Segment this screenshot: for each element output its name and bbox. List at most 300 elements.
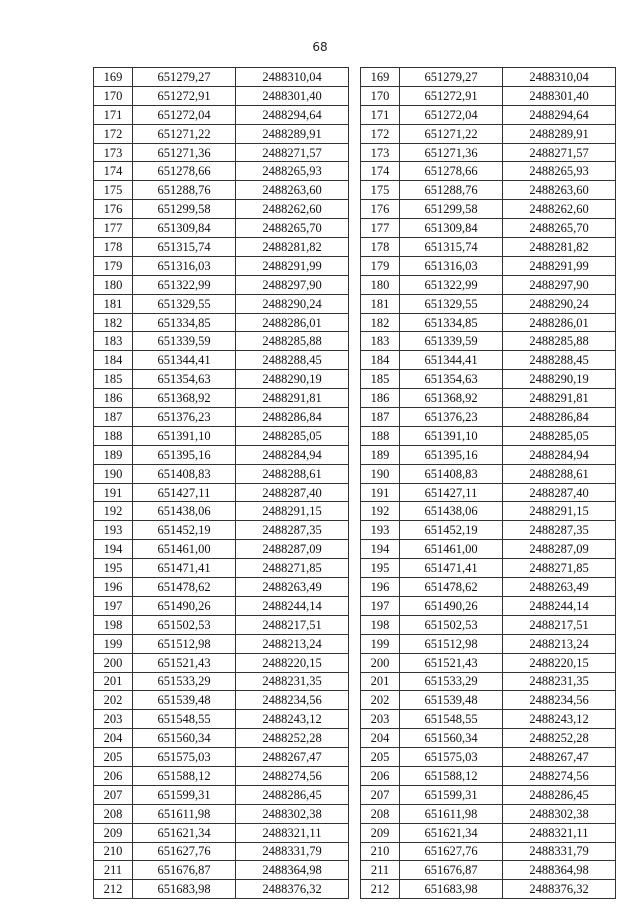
x-coordinate-cell: 651395,16 (133, 445, 236, 464)
point-number-cell: 212 (361, 880, 400, 899)
table-row (361, 332, 616, 351)
table-row (94, 464, 349, 483)
point-number-cell: 188 (94, 426, 133, 445)
x-coordinate-cell: 651408,83 (400, 464, 503, 483)
table-row (94, 578, 349, 597)
x-coordinate-cell: 651599,31 (400, 785, 503, 804)
point-number-cell: 172 (94, 124, 133, 143)
point-number-cell: 171 (361, 105, 400, 124)
y-coordinate-cell: 2488302,38 (236, 804, 349, 823)
y-coordinate-cell: 2488294,64 (503, 105, 616, 124)
x-coordinate-cell: 651339,59 (133, 332, 236, 351)
x-coordinate-cell: 651611,98 (400, 804, 503, 823)
y-coordinate-cell: 2488281,82 (503, 238, 616, 257)
table-row (361, 408, 616, 427)
table-row (361, 842, 616, 861)
x-coordinate-cell: 651502,53 (400, 615, 503, 634)
y-coordinate-cell: 2488285,88 (236, 332, 349, 351)
page-number: 68 (312, 40, 328, 54)
x-coordinate-cell: 651512,98 (400, 634, 503, 653)
y-coordinate-cell: 2488267,47 (236, 748, 349, 767)
x-coordinate-cell: 651478,62 (400, 578, 503, 597)
y-coordinate-cell: 2488213,24 (503, 634, 616, 653)
table-row (361, 426, 616, 445)
table-row (361, 880, 616, 899)
point-number-cell: 185 (94, 370, 133, 389)
y-coordinate-cell: 2488263,49 (236, 578, 349, 597)
x-coordinate-cell: 651395,16 (400, 445, 503, 464)
x-coordinate-cell: 651627,76 (133, 842, 236, 861)
point-number-cell: 198 (94, 615, 133, 634)
point-number-cell: 202 (94, 691, 133, 710)
point-number-cell: 178 (361, 238, 400, 257)
y-coordinate-cell: 2488252,28 (503, 729, 616, 748)
x-coordinate-cell: 651272,04 (400, 105, 503, 124)
y-coordinate-cell: 2488310,04 (503, 68, 616, 87)
table-row (361, 729, 616, 748)
x-coordinate-cell: 651309,84 (400, 219, 503, 238)
point-number-cell: 179 (94, 256, 133, 275)
point-number-cell: 200 (94, 653, 133, 672)
table-row (361, 105, 616, 124)
y-coordinate-cell: 2488284,94 (236, 445, 349, 464)
table-row (361, 370, 616, 389)
point-number-cell: 176 (94, 200, 133, 219)
table-row (94, 426, 349, 445)
table-row (94, 124, 349, 143)
y-coordinate-cell: 2488331,79 (503, 842, 616, 861)
point-number-cell: 170 (361, 86, 400, 105)
x-coordinate-cell: 651521,43 (133, 653, 236, 672)
table-row (361, 540, 616, 559)
point-number-cell: 194 (361, 540, 400, 559)
y-coordinate-cell: 2488364,98 (236, 861, 349, 880)
point-number-cell: 193 (94, 521, 133, 540)
point-number-cell: 197 (361, 596, 400, 615)
point-number-cell: 210 (94, 842, 133, 861)
point-number-cell: 195 (361, 559, 400, 578)
x-coordinate-cell: 651471,41 (133, 559, 236, 578)
y-coordinate-cell: 2488288,61 (236, 464, 349, 483)
x-coordinate-cell: 651560,34 (133, 729, 236, 748)
table-row (361, 710, 616, 729)
table-row (361, 559, 616, 578)
table-row (361, 351, 616, 370)
point-number-cell: 204 (94, 729, 133, 748)
table-row (361, 672, 616, 691)
y-coordinate-cell: 2488285,88 (503, 332, 616, 351)
y-coordinate-cell: 2488287,09 (503, 540, 616, 559)
y-coordinate-cell: 2488262,60 (503, 200, 616, 219)
point-number-cell: 203 (361, 710, 400, 729)
x-coordinate-cell: 651683,98 (133, 880, 236, 899)
point-number-cell: 202 (361, 691, 400, 710)
x-coordinate-cell: 651368,92 (133, 389, 236, 408)
point-number-cell: 180 (94, 275, 133, 294)
x-coordinate-cell: 651427,11 (400, 483, 503, 502)
x-coordinate-cell: 651271,22 (400, 124, 503, 143)
table-row (94, 653, 349, 672)
point-number-cell: 173 (94, 143, 133, 162)
table-row (361, 766, 616, 785)
table-row (361, 124, 616, 143)
table-row (361, 502, 616, 521)
x-coordinate-cell: 651512,98 (133, 634, 236, 653)
point-number-cell: 182 (94, 313, 133, 332)
x-coordinate-cell: 651560,34 (400, 729, 503, 748)
y-coordinate-cell: 2488231,35 (503, 672, 616, 691)
table-row (94, 766, 349, 785)
point-number-cell: 169 (361, 68, 400, 87)
x-coordinate-cell: 651490,26 (400, 596, 503, 615)
table-row (94, 823, 349, 842)
y-coordinate-cell: 2488285,05 (236, 426, 349, 445)
table-row (94, 672, 349, 691)
point-number-cell: 208 (94, 804, 133, 823)
y-coordinate-cell: 2488262,60 (236, 200, 349, 219)
y-coordinate-cell: 2488290,24 (503, 294, 616, 313)
point-number-cell: 199 (94, 634, 133, 653)
y-coordinate-cell: 2488291,81 (236, 389, 349, 408)
table-row (94, 105, 349, 124)
point-number-cell: 207 (361, 785, 400, 804)
table-row (94, 540, 349, 559)
x-coordinate-cell: 651575,03 (400, 748, 503, 767)
x-coordinate-cell: 651271,36 (400, 143, 503, 162)
table-row (361, 256, 616, 275)
y-coordinate-cell: 2488263,60 (236, 181, 349, 200)
table-row (94, 861, 349, 880)
table-row (94, 162, 349, 181)
table-row (94, 200, 349, 219)
y-coordinate-cell: 2488263,60 (503, 181, 616, 200)
y-coordinate-cell: 2488252,28 (236, 729, 349, 748)
point-number-cell: 182 (361, 313, 400, 332)
x-coordinate-cell: 651502,53 (133, 615, 236, 634)
table-row (361, 86, 616, 105)
table-row (94, 86, 349, 105)
table-row (361, 615, 616, 634)
y-coordinate-cell: 2488244,14 (236, 596, 349, 615)
point-number-cell: 186 (94, 389, 133, 408)
point-number-cell: 196 (94, 578, 133, 597)
point-number-cell: 184 (361, 351, 400, 370)
coordinates-table-left (93, 67, 349, 899)
table-row (94, 389, 349, 408)
y-coordinate-cell: 2488274,56 (236, 766, 349, 785)
y-coordinate-cell: 2488217,51 (503, 615, 616, 634)
x-coordinate-cell: 651272,91 (133, 86, 236, 105)
x-coordinate-cell: 651452,19 (400, 521, 503, 540)
x-coordinate-cell: 651539,48 (133, 691, 236, 710)
y-coordinate-cell: 2488364,98 (503, 861, 616, 880)
table-row (361, 445, 616, 464)
point-number-cell: 181 (361, 294, 400, 313)
table-row (94, 559, 349, 578)
x-coordinate-cell: 651309,84 (133, 219, 236, 238)
x-coordinate-cell: 651278,66 (400, 162, 503, 181)
x-coordinate-cell: 651391,10 (400, 426, 503, 445)
table-row (361, 785, 616, 804)
point-number-cell: 196 (361, 578, 400, 597)
point-number-cell: 191 (361, 483, 400, 502)
y-coordinate-cell: 2488321,11 (236, 823, 349, 842)
x-coordinate-cell: 651676,87 (133, 861, 236, 880)
point-number-cell: 209 (361, 823, 400, 842)
x-coordinate-cell: 651271,36 (133, 143, 236, 162)
x-coordinate-cell: 651533,29 (133, 672, 236, 691)
y-coordinate-cell: 2488376,32 (503, 880, 616, 899)
table-row (361, 804, 616, 823)
y-coordinate-cell: 2488285,05 (503, 426, 616, 445)
point-number-cell: 201 (361, 672, 400, 691)
point-number-cell: 193 (361, 521, 400, 540)
point-number-cell: 178 (94, 238, 133, 257)
point-number-cell: 194 (94, 540, 133, 559)
point-number-cell: 173 (361, 143, 400, 162)
x-coordinate-cell: 651533,29 (400, 672, 503, 691)
point-number-cell: 200 (361, 653, 400, 672)
y-coordinate-cell: 2488220,15 (236, 653, 349, 672)
x-coordinate-cell: 651344,41 (400, 351, 503, 370)
point-number-cell: 188 (361, 426, 400, 445)
y-coordinate-cell: 2488287,40 (236, 483, 349, 502)
point-number-cell: 211 (94, 861, 133, 880)
x-coordinate-cell: 651278,66 (133, 162, 236, 181)
table-row (361, 464, 616, 483)
x-coordinate-cell: 651329,55 (400, 294, 503, 313)
point-number-cell: 184 (94, 351, 133, 370)
y-coordinate-cell: 2488302,38 (503, 804, 616, 823)
table-row (361, 313, 616, 332)
table-row (94, 256, 349, 275)
y-coordinate-cell: 2488244,14 (503, 596, 616, 615)
y-coordinate-cell: 2488234,56 (236, 691, 349, 710)
x-coordinate-cell: 651438,06 (133, 502, 236, 521)
table-row (361, 748, 616, 767)
coordinates-table-left-body (94, 68, 349, 899)
point-number-cell: 205 (94, 748, 133, 767)
table-row (361, 200, 616, 219)
x-coordinate-cell: 651316,03 (400, 256, 503, 275)
x-coordinate-cell: 651490,26 (133, 596, 236, 615)
y-coordinate-cell: 2488243,12 (236, 710, 349, 729)
point-number-cell: 195 (94, 559, 133, 578)
x-coordinate-cell: 651272,04 (133, 105, 236, 124)
x-coordinate-cell: 651575,03 (133, 748, 236, 767)
y-coordinate-cell: 2488321,11 (503, 823, 616, 842)
y-coordinate-cell: 2488301,40 (236, 86, 349, 105)
x-coordinate-cell: 651354,63 (400, 370, 503, 389)
x-coordinate-cell: 651299,58 (133, 200, 236, 219)
point-number-cell: 199 (361, 634, 400, 653)
point-number-cell: 206 (361, 766, 400, 785)
table-row (361, 653, 616, 672)
x-coordinate-cell: 651272,91 (400, 86, 503, 105)
x-coordinate-cell: 651299,58 (400, 200, 503, 219)
y-coordinate-cell: 2488288,45 (236, 351, 349, 370)
x-coordinate-cell: 651322,99 (133, 275, 236, 294)
point-number-cell: 181 (94, 294, 133, 313)
table-row (94, 521, 349, 540)
table-row (361, 275, 616, 294)
table-row (94, 143, 349, 162)
point-number-cell: 209 (94, 823, 133, 842)
y-coordinate-cell: 2488286,01 (503, 313, 616, 332)
y-coordinate-cell: 2488271,57 (236, 143, 349, 162)
y-coordinate-cell: 2488274,56 (503, 766, 616, 785)
y-coordinate-cell: 2488376,32 (236, 880, 349, 899)
x-coordinate-cell: 651376,23 (400, 408, 503, 427)
table-row (361, 483, 616, 502)
x-coordinate-cell: 651588,12 (400, 766, 503, 785)
x-coordinate-cell: 651339,59 (400, 332, 503, 351)
point-number-cell: 175 (94, 181, 133, 200)
y-coordinate-cell: 2488281,82 (236, 238, 349, 257)
y-coordinate-cell: 2488265,93 (503, 162, 616, 181)
y-coordinate-cell: 2488287,35 (236, 521, 349, 540)
y-coordinate-cell: 2488294,64 (236, 105, 349, 124)
table-row (94, 596, 349, 615)
x-coordinate-cell: 651279,27 (133, 68, 236, 87)
y-coordinate-cell: 2488291,15 (503, 502, 616, 521)
table-row (94, 370, 349, 389)
point-number-cell: 190 (94, 464, 133, 483)
point-number-cell: 186 (361, 389, 400, 408)
y-coordinate-cell: 2488265,70 (503, 219, 616, 238)
point-number-cell: 197 (94, 596, 133, 615)
x-coordinate-cell: 651548,55 (400, 710, 503, 729)
y-coordinate-cell: 2488271,85 (503, 559, 616, 578)
table-row (361, 691, 616, 710)
x-coordinate-cell: 651539,48 (400, 691, 503, 710)
table-row (94, 445, 349, 464)
table-row (94, 804, 349, 823)
coordinates-table-right-body (361, 68, 616, 899)
y-coordinate-cell: 2488301,40 (503, 86, 616, 105)
y-coordinate-cell: 2488286,45 (236, 785, 349, 804)
y-coordinate-cell: 2488290,19 (503, 370, 616, 389)
y-coordinate-cell: 2488291,15 (236, 502, 349, 521)
y-coordinate-cell: 2488290,24 (236, 294, 349, 313)
y-coordinate-cell: 2488297,90 (503, 275, 616, 294)
point-number-cell: 198 (361, 615, 400, 634)
point-number-cell: 211 (361, 861, 400, 880)
y-coordinate-cell: 2488297,90 (236, 275, 349, 294)
x-coordinate-cell: 651627,76 (400, 842, 503, 861)
point-number-cell: 180 (361, 275, 400, 294)
table-row (94, 68, 349, 87)
y-coordinate-cell: 2488291,81 (503, 389, 616, 408)
x-coordinate-cell: 651288,76 (400, 181, 503, 200)
y-coordinate-cell: 2488287,09 (236, 540, 349, 559)
point-number-cell: 171 (94, 105, 133, 124)
point-number-cell: 179 (361, 256, 400, 275)
y-coordinate-cell: 2488290,19 (236, 370, 349, 389)
table-row (94, 181, 349, 200)
table-row (361, 181, 616, 200)
table-row (94, 313, 349, 332)
x-coordinate-cell: 651344,41 (133, 351, 236, 370)
y-coordinate-cell: 2488310,04 (236, 68, 349, 87)
point-number-cell: 189 (361, 445, 400, 464)
x-coordinate-cell: 651334,85 (400, 313, 503, 332)
x-coordinate-cell: 651588,12 (133, 766, 236, 785)
y-coordinate-cell: 2488263,49 (503, 578, 616, 597)
y-coordinate-cell: 2488234,56 (503, 691, 616, 710)
x-coordinate-cell: 651676,87 (400, 861, 503, 880)
table-row (94, 710, 349, 729)
x-coordinate-cell: 651391,10 (133, 426, 236, 445)
point-number-cell: 187 (361, 408, 400, 427)
table-row (94, 729, 349, 748)
x-coordinate-cell: 651621,34 (133, 823, 236, 842)
table-row (94, 219, 349, 238)
y-coordinate-cell: 2488265,93 (236, 162, 349, 181)
y-coordinate-cell: 2488286,45 (503, 785, 616, 804)
y-coordinate-cell: 2488331,79 (236, 842, 349, 861)
y-coordinate-cell: 2488267,47 (503, 748, 616, 767)
table-row (361, 634, 616, 653)
y-coordinate-cell: 2488286,84 (503, 408, 616, 427)
table-row (361, 143, 616, 162)
y-coordinate-cell: 2488288,45 (503, 351, 616, 370)
table-row (94, 634, 349, 653)
x-coordinate-cell: 651461,00 (133, 540, 236, 559)
point-number-cell: 183 (361, 332, 400, 351)
x-coordinate-cell: 651288,76 (133, 181, 236, 200)
table-row (94, 351, 349, 370)
point-number-cell: 169 (94, 68, 133, 87)
point-number-cell: 192 (94, 502, 133, 521)
point-number-cell: 206 (94, 766, 133, 785)
table-row (361, 219, 616, 238)
x-coordinate-cell: 651376,23 (133, 408, 236, 427)
x-coordinate-cell: 651279,27 (400, 68, 503, 87)
point-number-cell: 187 (94, 408, 133, 427)
table-row (94, 842, 349, 861)
x-coordinate-cell: 651315,74 (133, 238, 236, 257)
y-coordinate-cell: 2488287,35 (503, 521, 616, 540)
table-row (361, 294, 616, 313)
table-row (361, 861, 616, 880)
x-coordinate-cell: 651316,03 (133, 256, 236, 275)
x-coordinate-cell: 651334,85 (133, 313, 236, 332)
point-number-cell: 205 (361, 748, 400, 767)
x-coordinate-cell: 651315,74 (400, 238, 503, 257)
y-coordinate-cell: 2488220,15 (503, 653, 616, 672)
point-number-cell: 192 (361, 502, 400, 521)
y-coordinate-cell: 2488288,61 (503, 464, 616, 483)
table-row (94, 275, 349, 294)
point-number-cell: 208 (361, 804, 400, 823)
coordinates-table-right (360, 67, 616, 899)
table-row (94, 880, 349, 899)
table-row (361, 521, 616, 540)
y-coordinate-cell: 2488213,24 (236, 634, 349, 653)
x-coordinate-cell: 651478,62 (133, 578, 236, 597)
table-row (94, 238, 349, 257)
table-row (94, 502, 349, 521)
table-row (94, 483, 349, 502)
table-row (94, 294, 349, 313)
y-coordinate-cell: 2488291,99 (503, 256, 616, 275)
point-number-cell: 201 (94, 672, 133, 691)
x-coordinate-cell: 651271,22 (133, 124, 236, 143)
y-coordinate-cell: 2488287,40 (503, 483, 616, 502)
y-coordinate-cell: 2488284,94 (503, 445, 616, 464)
point-number-cell: 170 (94, 86, 133, 105)
